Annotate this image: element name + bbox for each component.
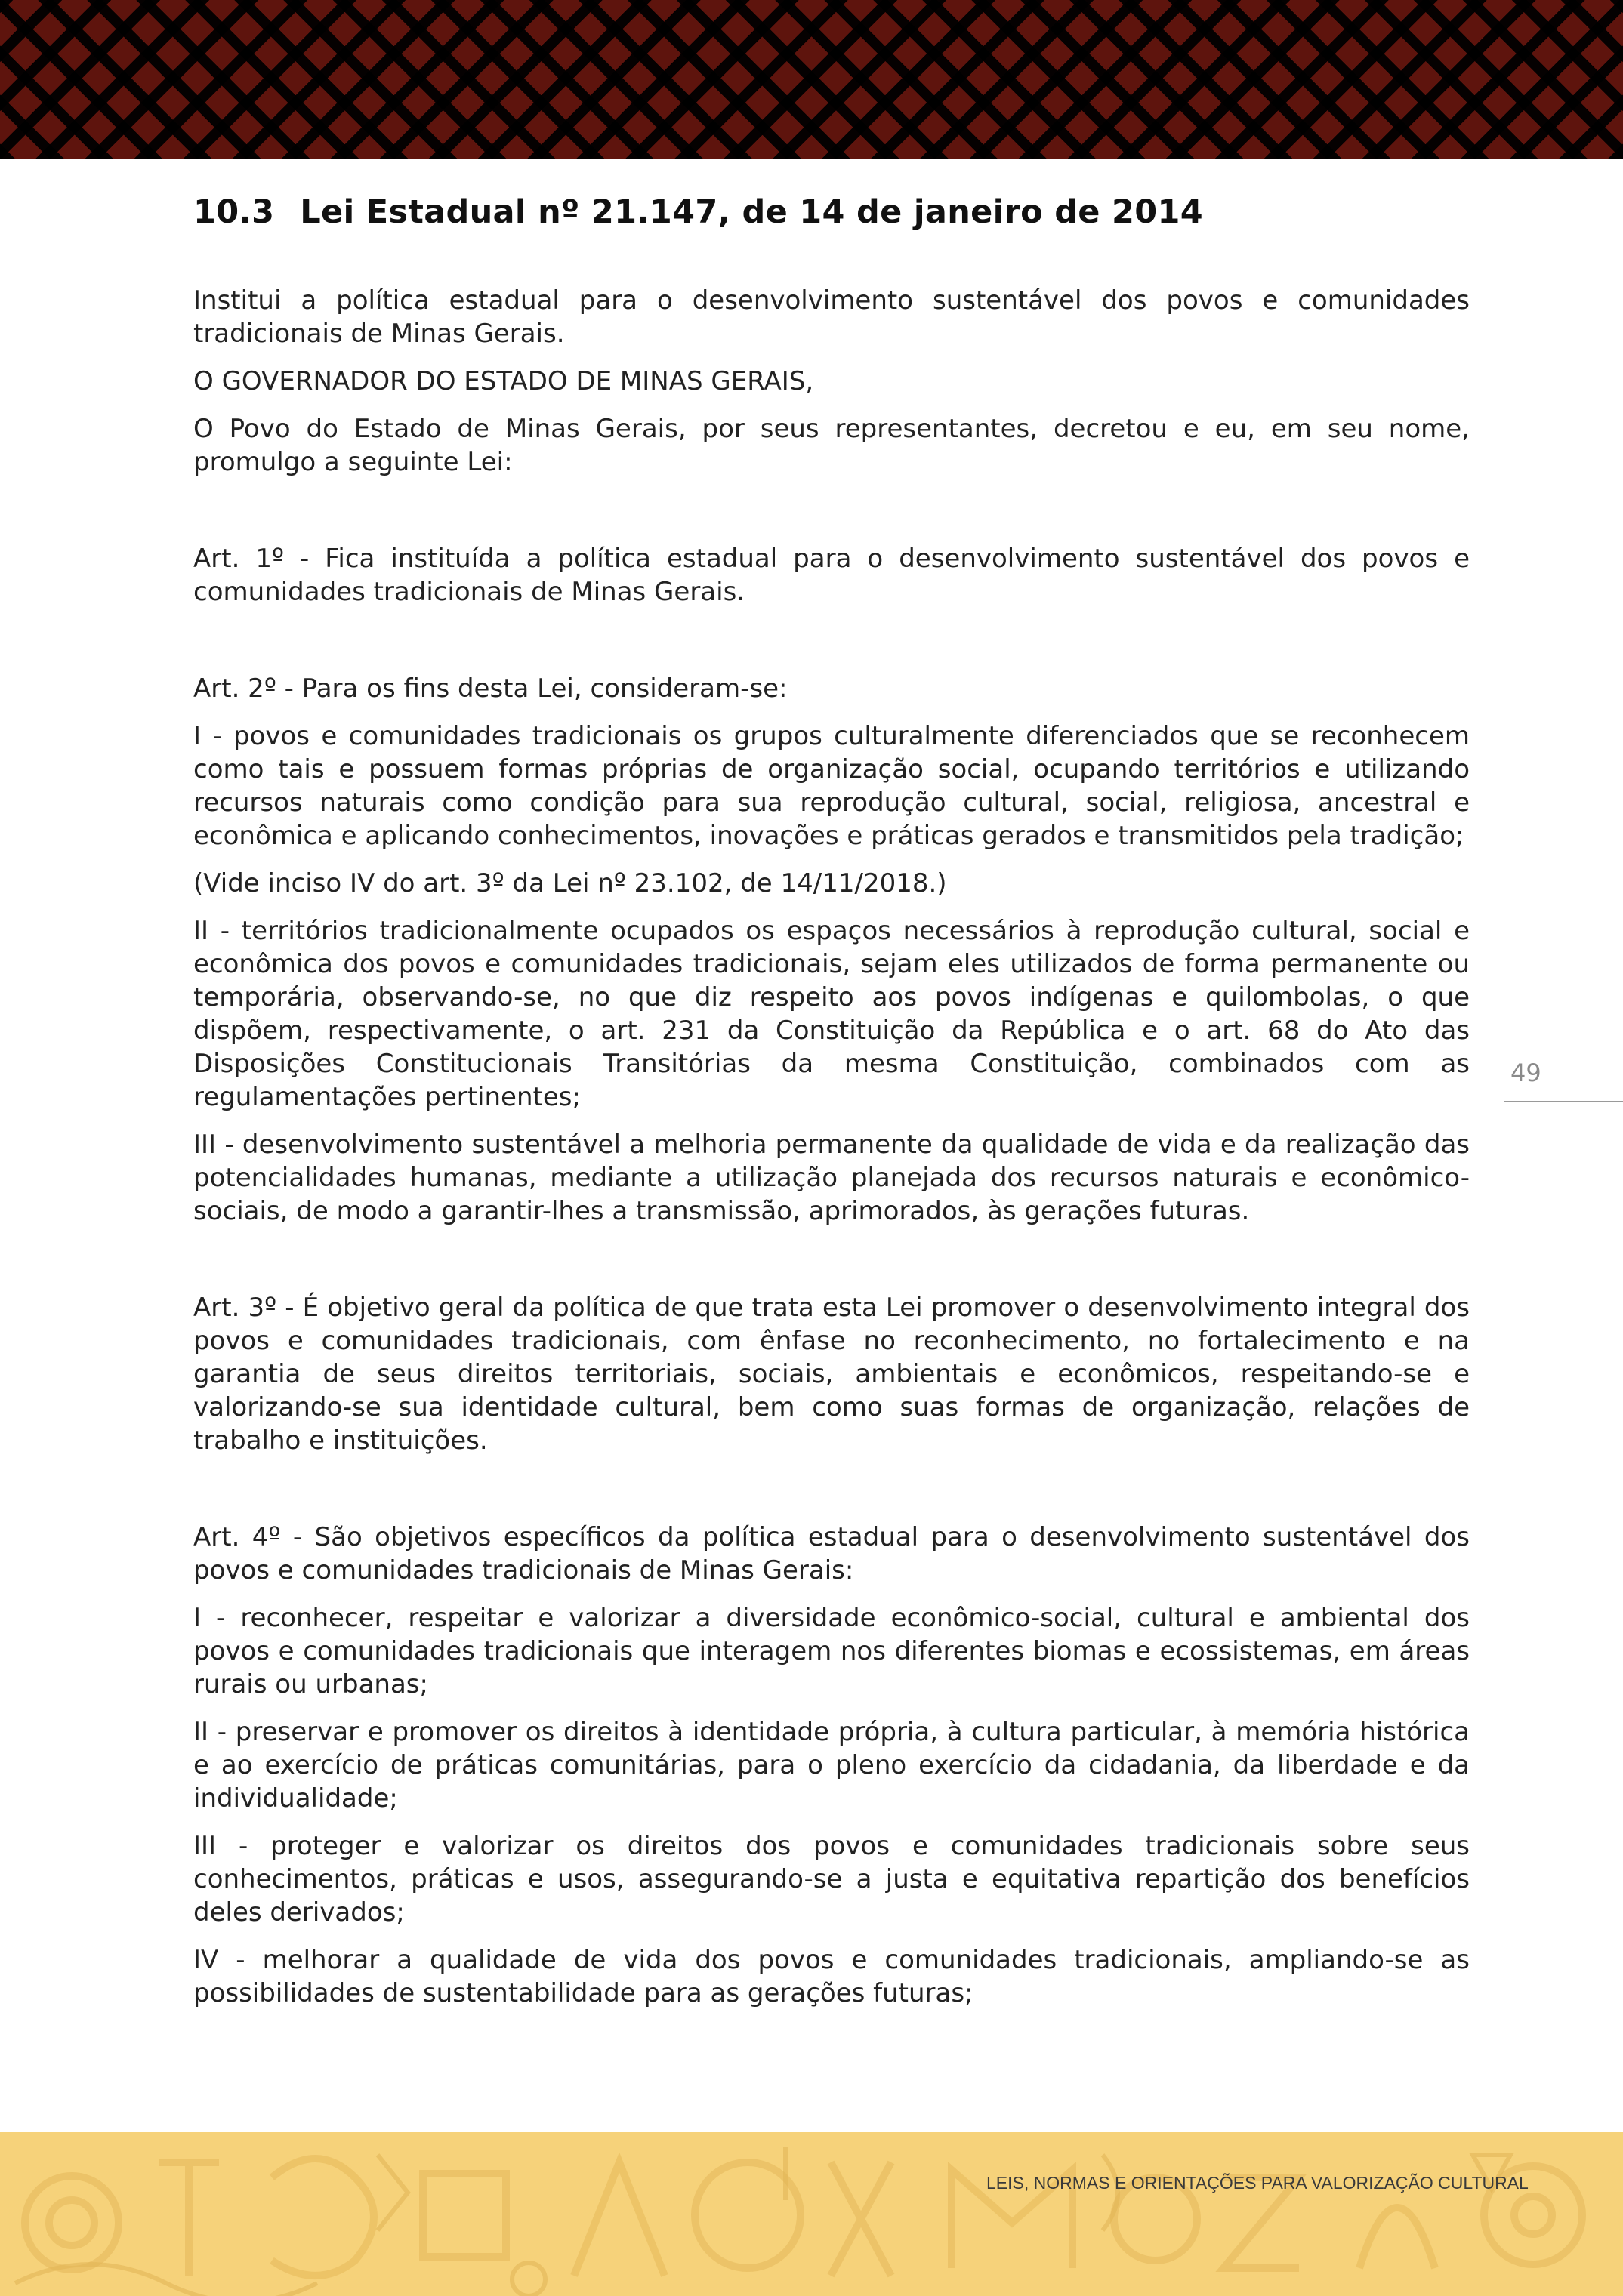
section-title-text: Lei Estadual nº 21.147, de 14 de janeiro de 2014: [300, 193, 1203, 231]
section-title: [193, 193, 1470, 231]
paragraph-art-4-inciso-ii: II - preservar e promover os direitos à identidade própria, à cultura particular, à memória histórica e ao exercício de práticas comunitárias, para o pleno exercício da cidadania, da liberdade e da individualidade;: [193, 1717, 1470, 1814]
section-number: 10.3: [193, 193, 275, 231]
paragraph-art-1: Art. 1º - Fica instituída a política estadual para o desenvolvimento sustentável dos povos e comunidades tradicionais de Minas Gerais.: [193, 544, 1470, 607]
paragraph-promulgation: O Povo do Estado de Minas Gerais, por seus representantes, decretou e eu, em seu nome, promulgo a seguinte Lei:: [193, 414, 1470, 477]
paragraph-art-4-inciso-i: I - reconhecer, respeitar e valorizar a diversidade econômico-social, cultural e ambiental dos povos e comunidades tradicionais que interagem nos diferentes biomas e ecossistemas, em áreas rurais ou urbanas;: [193, 1603, 1470, 1700]
page-number-rule: [1504, 1101, 1623, 1102]
footer-decorative-band: [0, 2132, 1623, 2296]
paragraph-art-2-note: (Vide inciso IV do art. 3º da Lei nº 23.102, de 14/11/2018.): [193, 868, 947, 898]
footer-glyph-pattern: [0, 2132, 1623, 2296]
footer-publication-title: LEIS, NORMAS E ORIENTAÇÕES PARA VALORIZAÇÃO CULTURAL: [986, 2173, 1529, 2193]
paragraph-art-4: Art. 4º - São objetivos específicos da política estadual para o desenvolvimento sustentável dos povos e comunidades tradicionais de Minas Gerais:: [193, 1522, 1470, 1586]
paragraph-art-2-inciso-iii: III - desenvolvimento sustentável a melhoria permanente da qualidade de vida e da realização das potencialidades humanas, mediante a utilização planejada dos recursos naturais e econômico-sociais, de modo a garantir-lhes a transmissão, aprimorados, às gerações futuras.: [193, 1130, 1470, 1226]
paragraph-ementa: Institui a política estadual para o desenvolvimento sustentável dos povos e comunidades tradicionais de Minas Gerais.: [193, 285, 1470, 349]
page-number: 49: [1510, 1059, 1541, 1087]
document-body: [193, 193, 1470, 2024]
paragraph-art-2-inciso-ii: II - territórios tradicionalmente ocupados os espaços necessários à reprodução cultural, social e econômica dos povos e comunidades tradicionais, sejam eles utilizados de forma permanente ou temporária, observando-se, no que diz respeito aos povos indígenas e quilombolas, o que dispõem, respectivamente, o art. 231 da Constituição da República e o art. 68 do Ato das Disposições Constitucionais Transitórias da mesma Constituição, combinados com as regulamentações pertinentes;: [193, 916, 1470, 1112]
paragraph-governor: O GOVERNADOR DO ESTADO DE MINAS GERAIS,: [193, 366, 814, 396]
paragraph-art-4-inciso-iii: III - proteger e valorizar os direitos dos povos e comunidades tradicionais sobre seus conhecimentos, práticas e usos, assegurando-se a justa e equitativa repartição dos benefícios deles derivados;: [193, 1831, 1470, 1928]
header-pattern-band: [0, 0, 1623, 159]
paragraph-art-3: Art. 3º - É objetivo geral da política de que trata esta Lei promover o desenvolvimento integral dos povos e comunidades tradicionais, com ênfase no reconhecimento, no fortalecimento e na garantia de seus direitos territoriais, sociais, ambientais e econômicos, respeitando-se e valorizando-se sua identidade cultural, bem como suas formas de organização, relações de trabalho e instituições.: [193, 1293, 1470, 1456]
paragraph-art-2: Art. 2º - Para os fins desta Lei, consideram-se:: [193, 673, 788, 704]
paragraph-art-2-inciso-i: I - povos e comunidades tradicionais os grupos culturalmente diferenciados que se reconhecem como tais e possuem formas próprias de organização social, ocupando territórios e utilizando recursos naturais como condição para sua reprodução cultural, social, religiosa, ancestral e econômica e aplicando conhecimentos, inovações e práticas gerados e transmitidos pela tradição;: [193, 721, 1470, 851]
paragraph-art-4-inciso-iv: IV - melhorar a qualidade de vida dos povos e comunidades tradicionais, ampliando-se as possibilidades de sustentabilidade para as gerações futuras;: [193, 1945, 1470, 2008]
